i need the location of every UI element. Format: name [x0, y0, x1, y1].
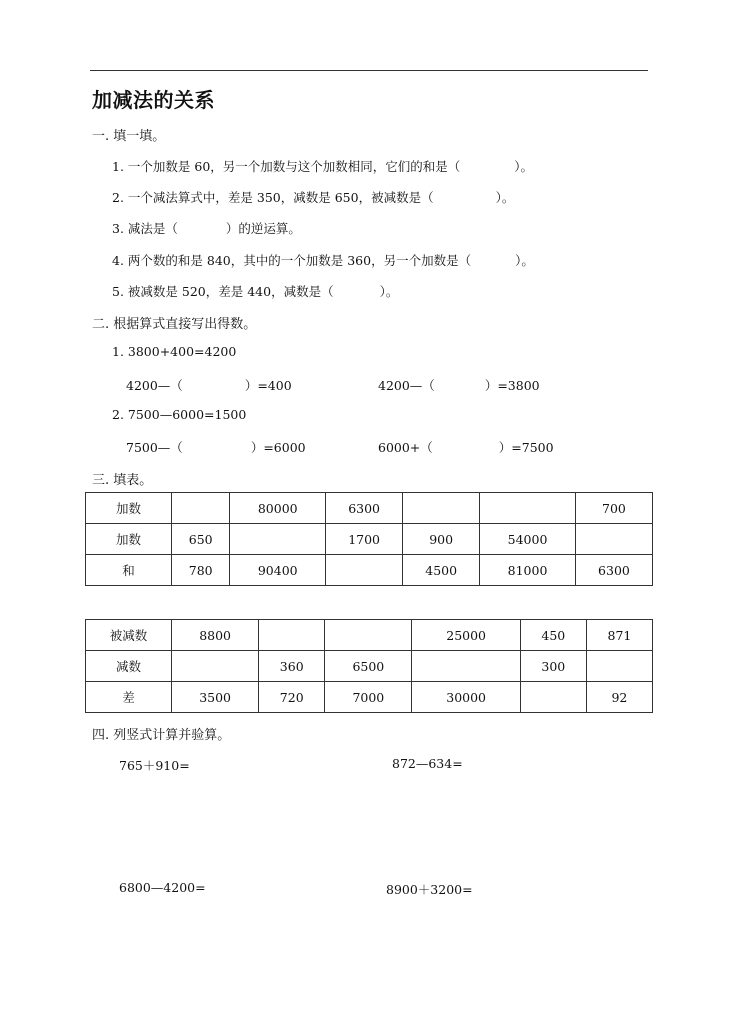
problem-2b-close: ）=7500	[498, 440, 554, 455]
table-cell[interactable]	[575, 524, 652, 555]
exercise-2: 872—634=	[392, 756, 463, 771]
problem-2-given: 2. 7500—6000=1500	[112, 407, 247, 422]
table-cell[interactable]	[259, 620, 325, 651]
table-cell[interactable]	[403, 493, 480, 524]
question-3-close: ）的逆运算。	[225, 221, 301, 236]
question-5	[112, 282, 398, 300]
table-cell[interactable]	[520, 682, 586, 713]
problem-1-given: 1. 3800+400=4200	[112, 344, 237, 359]
table-row	[86, 651, 653, 682]
question-1-close: ）。	[514, 159, 534, 174]
section-4-heading: 四. 列竖式计算并验算。	[92, 728, 231, 743]
table-cell: 450	[520, 620, 586, 651]
table-cell: 4500	[403, 555, 480, 586]
table-cell: 300	[520, 651, 586, 682]
question-2-text: 2. 一个减法算式中，差是 350，减数是 650，被减数是（	[112, 190, 434, 205]
table-cell[interactable]	[412, 651, 520, 682]
table-cell: 30000	[412, 682, 520, 713]
table-cell: 720	[259, 682, 325, 713]
table-cell: 80000	[230, 493, 326, 524]
section-2-heading: 二. 根据算式直接写出得数。	[92, 317, 257, 332]
question-5-text: 5. 被减数是 520，差是 440，减数是（	[112, 284, 334, 299]
question-2-close: ）。	[495, 190, 515, 205]
question-3-text: 3. 减法是（	[112, 221, 178, 236]
table-cell: 6500	[325, 651, 412, 682]
problem-1b-text: 4200—（	[378, 378, 435, 393]
table-cell: 92	[586, 682, 652, 713]
table-row	[86, 555, 653, 586]
table-cell: 54000	[480, 524, 576, 555]
table-cell: 1700	[326, 524, 403, 555]
problem-1a	[126, 376, 292, 394]
row-header-minuend: 被减数	[86, 620, 172, 651]
row-header-sum: 和	[86, 555, 172, 586]
question-1-text: 1. 一个加数是 60，另一个加数与这个加数相同，它们的和是（	[112, 159, 461, 174]
table-cell: 6300	[575, 555, 652, 586]
question-1	[112, 157, 533, 175]
table-cell: 81000	[480, 555, 576, 586]
subtraction-table	[85, 619, 653, 713]
table-cell[interactable]	[326, 555, 403, 586]
row-header-addend-1: 加数	[86, 493, 172, 524]
exercise-4: 8900＋3200=	[386, 882, 473, 897]
exercise-1: 765＋910=	[119, 758, 190, 773]
table-cell: 6300	[326, 493, 403, 524]
row-header-addend-2: 加数	[86, 524, 172, 555]
row-header-difference: 差	[86, 682, 172, 713]
table-row	[86, 620, 653, 651]
page-title: 加减法的关系	[92, 88, 215, 112]
exercise-3: 6800—4200=	[119, 880, 206, 895]
question-4-text: 4. 两个数的和是 840，其中的一个加数是 360，另一个加数是（	[112, 253, 472, 268]
problem-2b	[378, 438, 554, 456]
problem-2b-text: 6000+（	[378, 440, 433, 455]
question-4-close: ）。	[515, 253, 534, 268]
table-cell: 7000	[325, 682, 412, 713]
table-cell[interactable]	[172, 493, 230, 524]
table-cell: 650	[172, 524, 230, 555]
table-cell: 3500	[172, 682, 259, 713]
table-cell: 780	[172, 555, 230, 586]
table-cell: 900	[403, 524, 480, 555]
addition-table	[85, 492, 653, 586]
section-1-heading: 一. 填一填。	[92, 129, 166, 144]
table-cell[interactable]	[480, 493, 576, 524]
header-rule	[90, 70, 648, 71]
problem-1b-close: ）=3800	[484, 378, 540, 393]
problem-1b	[378, 376, 540, 394]
table-cell: 8800	[172, 620, 259, 651]
problem-1a-close: ）=400	[244, 378, 292, 393]
table-cell: 871	[586, 620, 652, 651]
table-cell[interactable]	[172, 651, 259, 682]
table-row	[86, 493, 653, 524]
problem-1a-text: 4200—（	[126, 378, 183, 393]
table-row	[86, 682, 653, 713]
row-header-subtrahend: 减数	[86, 651, 172, 682]
table-cell: 700	[575, 493, 652, 524]
table-cell[interactable]	[230, 524, 326, 555]
table-cell: 90400	[230, 555, 326, 586]
problem-2a-text: 7500—（	[126, 440, 183, 455]
question-2	[112, 188, 514, 206]
table-cell: 25000	[412, 620, 520, 651]
question-4	[112, 251, 534, 269]
table-cell[interactable]	[325, 620, 412, 651]
question-3	[112, 219, 301, 237]
table-row	[86, 524, 653, 555]
problem-2a	[126, 438, 306, 456]
section-3-heading: 三. 填表。	[92, 473, 153, 488]
problem-2a-close: ）=6000	[250, 440, 306, 455]
table-cell[interactable]	[586, 651, 652, 682]
table-cell: 360	[259, 651, 325, 682]
question-5-close: ）。	[379, 284, 399, 299]
